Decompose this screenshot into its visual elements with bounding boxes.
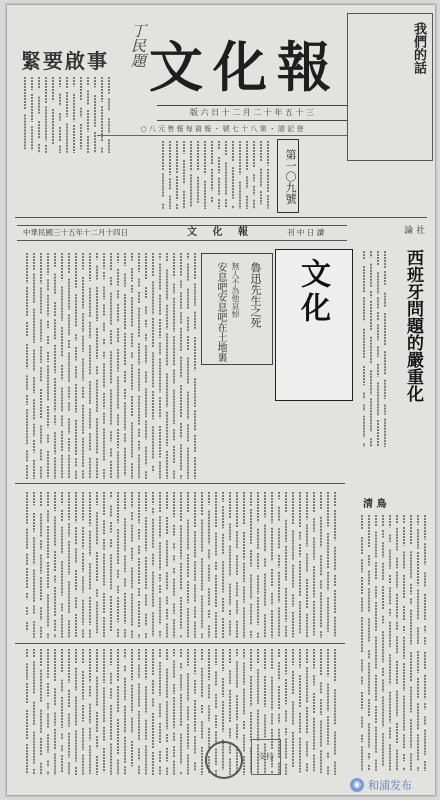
issue-line: 版 六 日 十 二 月 二 十 年 五 十 三 [157, 105, 347, 121]
spain-headline: 西班牙問題的嚴重化 [403, 249, 423, 402]
article-block [19, 251, 199, 481]
issue-number-box: 第一〇九號 [277, 139, 299, 213]
right-article-text [355, 513, 429, 773]
newspaper-page [6, 4, 436, 796]
article-block [19, 647, 339, 777]
lu-xun-box [201, 253, 273, 365]
watermark-text: 和浦发布 [368, 779, 412, 792]
qing-label: 清 鳥 [363, 499, 387, 510]
dateline-bar [17, 225, 347, 241]
lu-xun-tail: 安息吧安息吧在土地裏 [215, 262, 226, 362]
masthead-small-columns [157, 139, 272, 211]
calligraphy-signature: 丁民題 [129, 23, 147, 68]
dateline-title: 文 化 報 [187, 227, 254, 238]
column-rule [15, 643, 345, 644]
editorial-box [347, 13, 433, 161]
editorial-label: 論 社 [404, 226, 425, 236]
stamp-label: 支持 [251, 739, 281, 775]
notice-title: 緊要啟事 [21, 49, 109, 73]
culture-logo-text: 文化 [295, 258, 330, 326]
horizontal-rule [15, 217, 427, 218]
masthead-title: 文化報 [149, 38, 341, 98]
article-block [19, 490, 339, 640]
editorial-title: 我們的話 [411, 22, 426, 74]
editorial-text [355, 249, 389, 449]
lu-xun-subtitle: 無人不為他哀悼 [231, 262, 240, 318]
dateline-date: 中華民國三十五年十二月十四日 [23, 228, 128, 237]
watermark [350, 774, 434, 796]
right-editorial-column [353, 219, 431, 789]
culture-logo-box [275, 249, 353, 401]
price-line: ○ 八 元 售 報 每 資 報 ・ 號 七 十 八 第 ・ 證 記 登 [97, 123, 347, 136]
dateline-section: 刊 中 日 讀 [287, 228, 325, 237]
column-rule [15, 483, 345, 484]
circular-stamp [205, 741, 243, 779]
weibo-icon: ◉ [350, 778, 364, 792]
masthead-area [7, 5, 435, 204]
lu-xun-title: 魯迅先生之死 [249, 262, 262, 328]
notice-body [21, 75, 113, 155]
